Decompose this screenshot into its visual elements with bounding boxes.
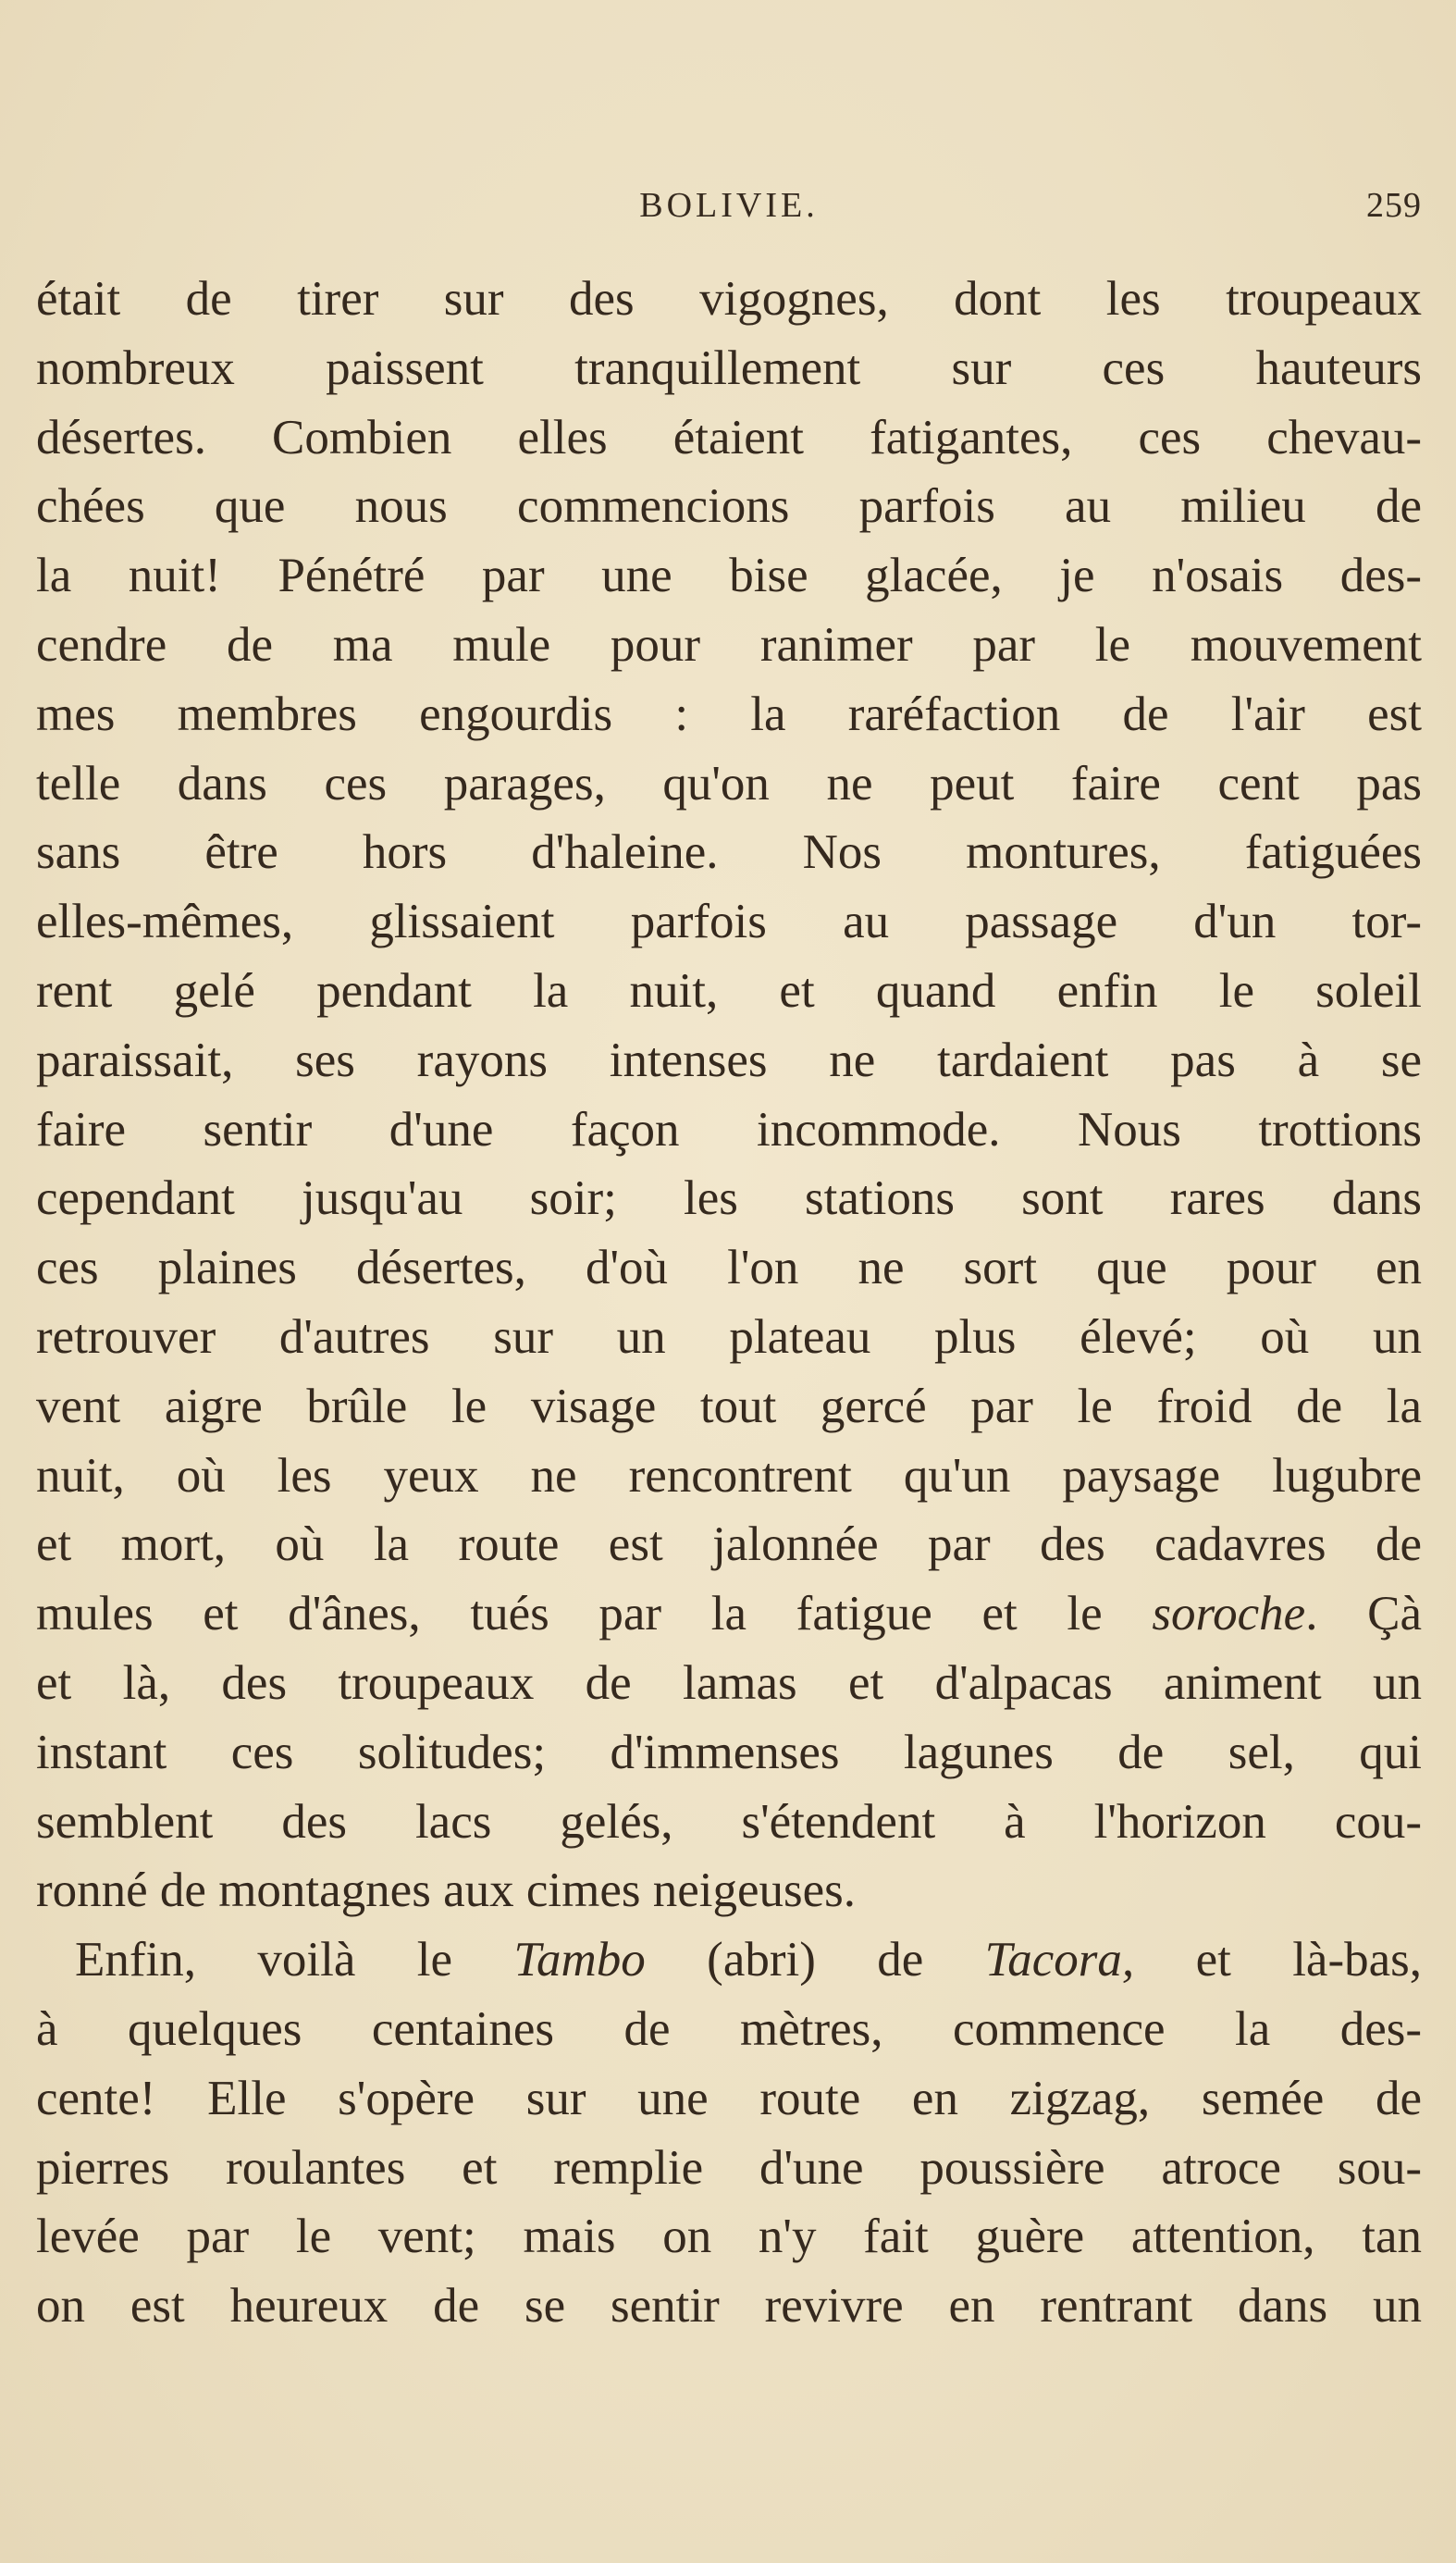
text-line: [36, 1026, 1422, 1096]
text-line: [36, 818, 1422, 887]
text-line: [36, 472, 1422, 541]
text-line: [36, 403, 1422, 473]
text-line: [36, 1579, 1422, 1649]
text-line: [36, 2202, 1422, 2272]
text-line: [36, 265, 1422, 334]
text-run: . Çà: [1305, 1587, 1423, 1641]
text-line: [36, 1788, 1422, 1857]
text-run: et là-bas,: [1134, 1933, 1423, 1987]
text-line: [36, 1164, 1422, 1233]
text-run: était de tirer sur des vigognes, dont les troupeaux: [36, 272, 1422, 326]
text-run: semblent des lacs gelés, s'étendent à l'horizon cou-: [36, 1794, 1422, 1849]
text-run: cendre de ma mule pour ranimer par le mouvement: [36, 617, 1422, 672]
text-line: [36, 2064, 1422, 2134]
text-run: retrouver d'autres sur un plateau plus élevé; où un: [36, 1309, 1422, 1364]
text-line: [36, 749, 1422, 819]
text-line: [36, 611, 1422, 680]
text-line: [36, 957, 1422, 1026]
text-run: (abri) de: [645, 1933, 985, 1987]
text-line: [36, 1442, 1422, 1511]
text-line: [36, 680, 1422, 749]
text-line: [36, 1856, 1422, 1925]
text-run: ces plaines désertes, d'où l'on ne sort que pour en: [36, 1241, 1422, 1295]
text-run: et là, des troupeaux de lamas et d'alpacas animent un: [36, 1655, 1422, 1710]
text-run: chées que nous commencions parfois au milieu de: [36, 479, 1422, 534]
text-run: nuit, où les yeux ne rencontrent qu'un paysage lugubre: [36, 1448, 1422, 1503]
text-run: mules et d'ânes, tués par la fatigue et le: [36, 1587, 1153, 1641]
text-line: [36, 334, 1422, 403]
running-title: BOLIVIE.: [639, 186, 819, 225]
text-line: [36, 2272, 1422, 2341]
text-run: mes membres engourdis : la raréfaction de l'air est: [36, 687, 1422, 741]
text-run: instant ces solitudes; d'immenses lagunes de sel, qui: [36, 1725, 1422, 1779]
text-run: cependant jusqu'au soir; les stations sont rares dans: [36, 1171, 1422, 1226]
text-line: [36, 1233, 1422, 1303]
italic-term: Tacora,: [984, 1933, 1135, 1987]
text-run: la nuit! Pénétré par une bise glacée, je n'osais des-: [36, 549, 1422, 603]
text-line: [36, 1649, 1422, 1718]
text-run: Enfin, voilà le: [75, 1933, 514, 1987]
text-line: [36, 1925, 1422, 1995]
text-line: [36, 1372, 1422, 1442]
text-run: paraissait, ses rayons intenses ne tardaient pas à se: [36, 1033, 1422, 1087]
text-line: [36, 1995, 1422, 2064]
text-run: telle dans ces parages, qu'on ne peut faire cent pas: [36, 756, 1422, 811]
text-run: rent gelé pendant la nuit, et quand enfin le soleil: [36, 963, 1422, 1018]
text-run: pierres roulantes et remplie d'une poussière atroce sou-: [36, 2140, 1422, 2195]
text-run: faire sentir d'une façon incommode. Nous trottions: [36, 1102, 1422, 1157]
text-run: cente! Elle s'opère sur une route en zigzag, semée de: [36, 2071, 1422, 2125]
text-line: [36, 1510, 1422, 1579]
text-line: [36, 541, 1422, 611]
body-text: [36, 265, 1422, 2341]
italic-term: Tambo: [513, 1933, 646, 1987]
text-run: désertes. Combien elles étaient fatigantes, ces chevau-: [36, 410, 1422, 464]
text-run: et mort, où la route est jalonnée par des cadavres de: [36, 1517, 1422, 1572]
text-line: [36, 887, 1422, 957]
italic-term: soroche: [1152, 1587, 1306, 1641]
page-header: [36, 185, 1422, 241]
page-number: 259: [1366, 186, 1422, 225]
text-run: elles-mêmes, glissaient parfois au passage d'un tor-: [36, 895, 1422, 949]
text-run: à quelques centaines de mètres, commence la des-: [36, 2001, 1422, 2056]
text-run: nombreux paissent tranquillement sur ces hauteurs: [36, 340, 1422, 395]
text-run: levée par le vent; mais on n'y fait guère attention, tan: [36, 2210, 1422, 2264]
text-line: [36, 1096, 1422, 1165]
text-run: sans être hors d'haleine. Nos montures, fatiguées: [36, 825, 1422, 880]
text-run: ronné de montagnes aux cimes neigeuses.: [36, 1863, 857, 1918]
text-line: [36, 1718, 1422, 1788]
text-line: [36, 2134, 1422, 2203]
text-line: [36, 1303, 1422, 1372]
text-run: vent aigre brûle le visage tout gercé par le froid de la: [36, 1379, 1422, 1433]
text-run: on est heureux de se sentir revivre en rentrant dans un: [36, 2279, 1422, 2334]
